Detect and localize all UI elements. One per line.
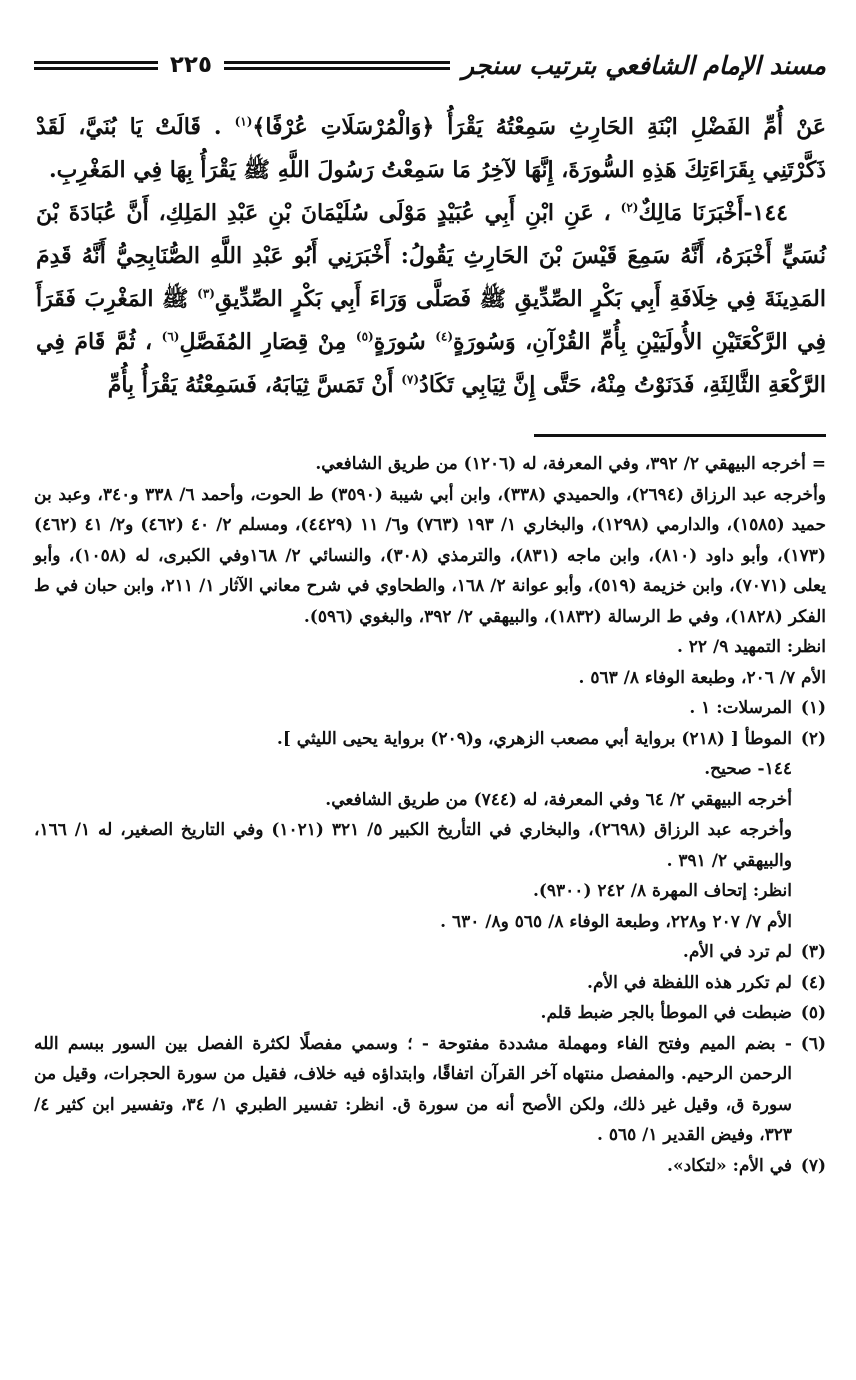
footnote-5: (٥) ضبطت في الموطأ بالجر ضبط قلم. bbox=[540, 1003, 826, 1023]
takhrij-paragraph: وأخرجه عبد الرزاق (٢٦٩٨)، والبخاري في التأريخ الكبير ٥/ ٣٢١ (١٠٢١) وفي التاريخ الصغير، له ١/ ١٦٦، والبيهقي ٢/ ٣٩١ . bbox=[34, 820, 792, 871]
footnote-ref-5: (٥) bbox=[355, 329, 374, 344]
footnote-2: (٢) الموطأ [ (٢١٨) برواية أبي مصعب الزهري، و(٢٠٩) برواية يحيى الليثي ]. bbox=[276, 728, 826, 749]
quran-quote: ﴿وَالْمُرْسَلَاتِ عُرْفًا﴾ bbox=[252, 114, 435, 140]
reference-line: الأم ٧/ ٢٠٧ و٢٢٨، وطبعة الوفاء ٨/ ٥٦٥ و٨/ ٦٣٠ . bbox=[440, 911, 792, 932]
reference-line: الأم ٧/ ٢٠٦، وطبعة الوفاء ٨/ ٥٦٣ . bbox=[578, 667, 826, 688]
header-number-block bbox=[34, 52, 224, 78]
footnote-ref-1: (١) bbox=[234, 114, 253, 129]
footnote-ref-7: (٧) bbox=[401, 372, 420, 387]
reference-line: انظر: التمهيد ٩/ ٢٢ . bbox=[676, 637, 826, 657]
takhrij-line: = أخرجه البيهقي ٢/ ٣٩٢، وفي المعرفة، له (١٢٠٦) من طريق الشافعي. bbox=[315, 454, 826, 474]
footnote-ref-2: (٢) bbox=[620, 200, 639, 215]
footnote-7: (٧) في الأم: «لتكاد». bbox=[667, 1155, 826, 1176]
main-text bbox=[36, 106, 826, 407]
hadith-144: ١٤٤-أَخْبَرَنَا مَالِكٌ$^{(٢)}$ ، عَنِ ابْنِ أَبِي عُبَيْدٍ مَوْلَى سُلَيْمَانَ بْنِ عَبْدِ المَلِكِ، أَنَّ عُبَادَةَ بْنَ نُسَيٍّ أَخْبَرَهُ، أَنَّهُ سَمِعَ قَيْسَ بْنَ الحَارِثِ يَقُولُ: أَخْبَرَنِي أَبُو عَبْدِ اللَّهِ الصُّنَابِحِيُّ أَنَّهُ قَدِمَ المَدِينَةَ فِي خِلَافَةِ أَبِي بَكْرٍ الصِّدِّيقِ ﷺ فَصَلَّى وَرَاءَ أَبِي بَكْرٍ الصِّدِّيقِ$^{(٣)}$ ﷺ المَغْرِبَ فَقَرَأَ فِي الرَّكْعَتَيْنِ الأُولَيَيْنِ بِأُمِّ القُرْآنِ، وَسُورَةٍ$^{(٤)}$ سُورَةٍ$^{(٥)}$ مِنْ قِصَارِ المُفَصَّلِ$^{(٦)}$ ، ثُمَّ قَامَ فِي الرَّكْعَةِ الثَّالِثَةِ، فَدَنَوْتُ مِنْهُ، حَتَّى إِنَّ ثِيَابِي تَكَادُ$^{(٧)}$ أَنْ تَمَسَّ ثِيَابَهُ، فَسَمِعْتُهُ يَقْرَأُ بِأُمِّ bbox=[36, 200, 827, 398]
reference-line: انظر: إتحاف المهرة ٨/ ٢٤٢ (٩٣٠٠). bbox=[532, 881, 792, 901]
grading-line: ١٤٤- صحيح. bbox=[704, 759, 792, 779]
page-number: ٢٢٥ bbox=[169, 52, 212, 78]
header-rule-short bbox=[34, 61, 158, 70]
footnote-1: (١) المرسلات: ١ . bbox=[689, 698, 826, 718]
footnote-3: (٣) لم ترد في الأم. bbox=[682, 942, 826, 962]
footnote-divider bbox=[534, 434, 826, 437]
hadith-143-continuation: عَنْ أُمِّ الفَضْلِ ابْنَةِ الحَارِثِ سَمِعْتُهُ يَقْرَأُ ﴿وَالْمُرْسَلَاتِ عُرْفًا﴾$^{(١)}$ . قَالَتْ يَا بُنَيَّ، لَقَدْ ذَكَّرْتَنِي بِقَرَاءَتِكَ هَذِهِ السُّورَةَ، إِنَّهَا لآخِرُ مَا سَمِعْتُ رَسُولَ اللَّهِ ﷺ يَقْرَأُ بِهَا فِي المَغْرِبِ. bbox=[36, 114, 826, 183]
footnote-4: (٤) لم تكرر هذه اللفظة في الأم. bbox=[587, 972, 826, 993]
takhrij-line: أخرجه البيهقي ٢/ ٦٤ وفي المعرفة، له (٧٤٤) من طريق الشافعي. bbox=[325, 789, 792, 810]
footnote-6: (٦) - بضم الميم وفتح الفاء ومهملة مشددة مفتوحة - ؛ وسمي مفصلًا لكثرة الفصل بين السور ببسم الله الرحمن الرحيم. والمفصل منتهاه آخر القرآن اتفاقًا، وابتداؤه فيه خلاف، فقيل من سورة الحجرات، وقيل من سورة ق، وقيل غير ذلك، ولكن الأصح أنه من سورة ق. انظر: تفسير الطبري ١/ ٣٤، وتفسير ابن كثير ٤/ ٣٢٣، وفيض القدير ١/ ٥٦٥ . bbox=[34, 1033, 826, 1145]
footnote-ref-6: (٦) bbox=[161, 329, 180, 344]
footnote-ref-4: (٤) bbox=[435, 329, 454, 344]
footnote-ref-3: (٣) bbox=[197, 286, 215, 301]
header-rule-long bbox=[224, 61, 450, 70]
running-header bbox=[34, 44, 826, 86]
book-title: مسند الإمام الشافعي بترتيب سنجر bbox=[462, 50, 826, 80]
footnotes bbox=[34, 449, 826, 1181]
takhrij-paragraph: وأخرجه عبد الرزاق (٢٦٩٤)، والحميدي (٣٣٨)، وابن أبي شيبة (٣٥٩٠) ط الحوت، وأحمد ٦/ ٣٣٨ و٣٤٠، وعبد بن حميد (١٥٨٥)، والدارمي (١٢٩٨)، والبخاري ١/ ١٩٣ (٧٦٣) و٦/ ١١ (٤٤٢٩)، ومسلم ٢/ ٤٠ (٤٦٢) و٢/ ٤١ (٤٦٢) (١٧٣)، وأبو داود (٨١٠)، وابن ماجه (٨٣١)، والترمذي (٣٠٨)، والنسائي ٢/ ١٦٨وفي الكبرى، له (١٠٥٨)، وأبو يعلى (٧٠٧١)، وابن خزيمة (٥١٩)، وأبو عوانة ٢/ ١٦٨، والطحاوي في شرح معاني الآثار ١/ ٢١١، وابن حبان في ط الفكر (١٨٢٨)، وفي ط الرسالة (١٨٣٢)، والبيهقي ٢/ ٣٩٢، والبغوي (٥٩٦). bbox=[34, 484, 827, 627]
